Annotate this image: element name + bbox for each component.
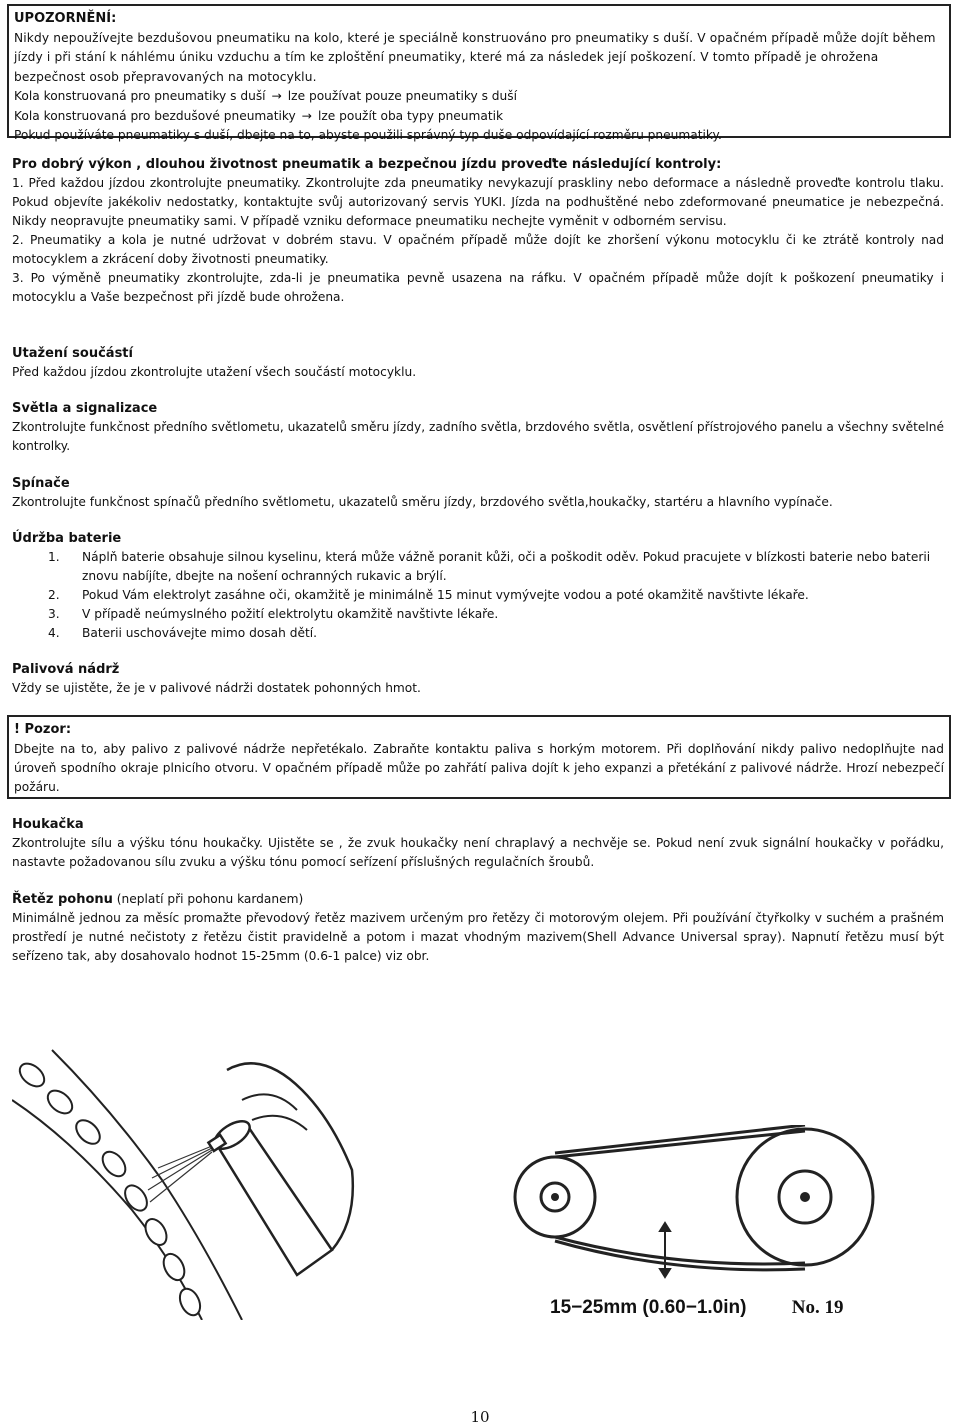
checks-item-2: 2. Pneumatiky a kola je nutné udržovat v dobrém stavu. V opačném případě může dojít ke zhoršení výkonu motocyklu či ke ztrátě kontroly nad motocyklem a zkrácení doby životnosti pneumatiky.	[12, 233, 944, 266]
list-item: 3. V případě neúmyslného požití elektrolytu okamžitě navštivte lékaře.	[48, 607, 499, 621]
horn-section	[12, 815, 944, 872]
chain-slack-diagram	[475, 1125, 885, 1335]
fuel-tank-heading: Palivová nádrž	[12, 662, 120, 677]
sprocket-chain-icon	[475, 1125, 885, 1295]
caution-box	[7, 715, 951, 799]
horn-text: Zkontrolujte sílu a výšku tónu houkačky. Ujistěte se , že zvuk houkačky není chraplavý a nechvěje se. Pokud není zvuk signální houkačky v pořádku, nastavte požadovanou sílu zvuku a výšku tónu pomocí seřízení příslušných regulačních šroubů.	[12, 836, 944, 869]
arrow-icon: →	[271, 89, 282, 103]
horn-heading: Houkačka	[12, 817, 84, 832]
fuel-tank-section	[12, 660, 944, 698]
switches-text: Zkontrolujte funkčnost spínačů předního světlometu, ukazatelů směru jízdy, brzdového světla,houkačky, startéru a hlavního vypínače.	[12, 495, 833, 509]
warning-line-tubeless	[14, 107, 944, 127]
wheel-tubeless-label: Kola konstruovaná pro bezdušové pneumatiky	[14, 108, 296, 123]
wheel-tube-label: Kola konstruovaná pro pneumatiky s duší	[14, 89, 266, 103]
switches-section	[12, 474, 944, 512]
chain-heading-note: (neplatí při pohonu kardanem)	[112, 892, 304, 906]
warning-box	[7, 4, 951, 142]
checks-heading: Pro dobrý výkon , dlouhou životnost pneumatik a bezpečnou jízdu proveďte následující kontroly:	[12, 157, 722, 172]
warning-text: Nikdy nepoužívejte bezdušovou pneumatiku na kolo, které je speciálně konstruováno pro pneumatiky s duší. V opačném případě může dojít během jízdy i při stání k náhlému úniku vzduchu a tím ke zploštění pneumatiky, které má za následek její poškození. V tomto případě je ohrožena bezpečnost osob přepravovaných na motocyklu.	[14, 30, 936, 84]
battery-section	[12, 529, 944, 643]
list-item: 1. Náplň baterie obsahuje silnou kyselinu, která může vážně poranit kůži, oči a poškodit oděv. Pokud pracujete v blízkosti baterie nebo baterii znovu nabíjíte, dbejte na nošení ochranných rukavic a brýlí.	[48, 550, 931, 583]
list-item: 2. Pokud Vám elektrolyt zasáhne oči, okamžitě je minimálně 15 minut vymývejte vodou a poté okamžitě navštivte lékaře.	[48, 588, 809, 602]
switches-heading: Spínače	[12, 476, 70, 491]
list-item: 4. Baterii uschovávejte mimo dosah dětí.	[48, 626, 317, 640]
chain-lubrication-illustration	[12, 1030, 357, 1320]
tightening-heading: Utažení součástí	[12, 346, 133, 361]
spray-can-chain-icon	[12, 1030, 357, 1320]
warning-line-tube	[14, 87, 944, 107]
tightening-text: Před každou jízdou zkontrolujte utažení všech součástí motocyklu.	[12, 365, 417, 379]
lights-section	[12, 399, 944, 456]
tightening-section	[12, 344, 944, 382]
chain-text: Minimálně jednou za měsíc promažte převodový řetěz mazivem určeným pro řetězy či motorovým olejem. Při používání čtyřkolky v suchém a prašném prostředí je nutné nečistoty z řetězu čistit pravidelně a potom i mazat vhodným mazivem(Shell Advance Universal spray). Napnutí řetězu musí být seřízeno tak, aby dosahovalo hodnot 15-25mm (0.6-1 palce) viz obr.	[12, 911, 944, 963]
wheel-tubeless-rule: lze použít oba typy pneumatik	[317, 108, 504, 123]
checks-section	[12, 155, 944, 307]
arrow-icon: →	[301, 108, 312, 123]
wheel-tube-rule: lze používat pouze pneumatiky s duší	[287, 89, 517, 103]
caution-text: Dbejte na to, aby palivo z palivové nádrže nepřetékalo. Zabraňte kontaktu paliva s horkým motorem. Při doplňování nikdy palivo nedoplňujte nad úroveň spodního okraje plnicího otvoru. V opačném případě může po zahřátí paliva dojít k jeho expanzi a přetékání z palivové nádrže. Hrozí nebezpečí požáru.	[14, 741, 944, 794]
figure-number-label: No. 19	[791, 1297, 844, 1318]
page-number: 10	[470, 1408, 490, 1426]
fuel-tank-text: Vždy se ujistěte, že je v palivové nádrži dostatek pohonných hmot.	[12, 681, 421, 695]
battery-heading: Údržba baterie	[12, 531, 122, 546]
checks-item-3: 3. Po výměně pneumatiky zkontrolujte, zda-li je pneumatika pevně usazena na ráfku. V opačném případě může dojít k poškození pneumatiky i motocyklu a Vaše bezpečnost při jízdě bude ohrožena.	[12, 271, 944, 304]
chain-section	[12, 890, 944, 966]
lights-heading: Světla a signalizace	[12, 401, 158, 416]
warning-title: UPOZORNĚNÍ:	[14, 11, 117, 26]
checks-item-1: 1. Před každou jízdou zkontrolujte pneumatiky. Zkontrolujte zda pneumatiky nevykazují praskliny nebo deformace a následně proveďte kontrolu tlaku. Pokud objevíte jakékoliv nedostatky, kontaktujte svůj autorizovaný servis YUKI. Jízda na podhuštěné nebo zdeformované pneumatice je nebezpečná. Nikdy neopravujte pneumatiky sami. V případě vzniku deformace pneumatiku nechejte vyměnit v odborném servisu.	[12, 176, 944, 228]
caution-title: ! Pozor:	[14, 722, 72, 737]
battery-list	[12, 548, 944, 643]
slack-label: 15−25mm (0.60−1.0in)	[550, 1297, 747, 1318]
lights-text: Zkontrolujte funkčnost předního světlometu, ukazatelů směru jízdy, zadního světla, brzdového světla, osvětlení přístrojového panelu a všechny světelné kontrolky.	[12, 420, 944, 453]
chain-heading: Řetěz pohonu	[12, 892, 113, 907]
warning-line-tube-type: Pokud používáte pneumatiky s duší, dbejte na to, abyste použili správný typ duše odpovídající rozměru pneumatiky.	[14, 128, 722, 142]
